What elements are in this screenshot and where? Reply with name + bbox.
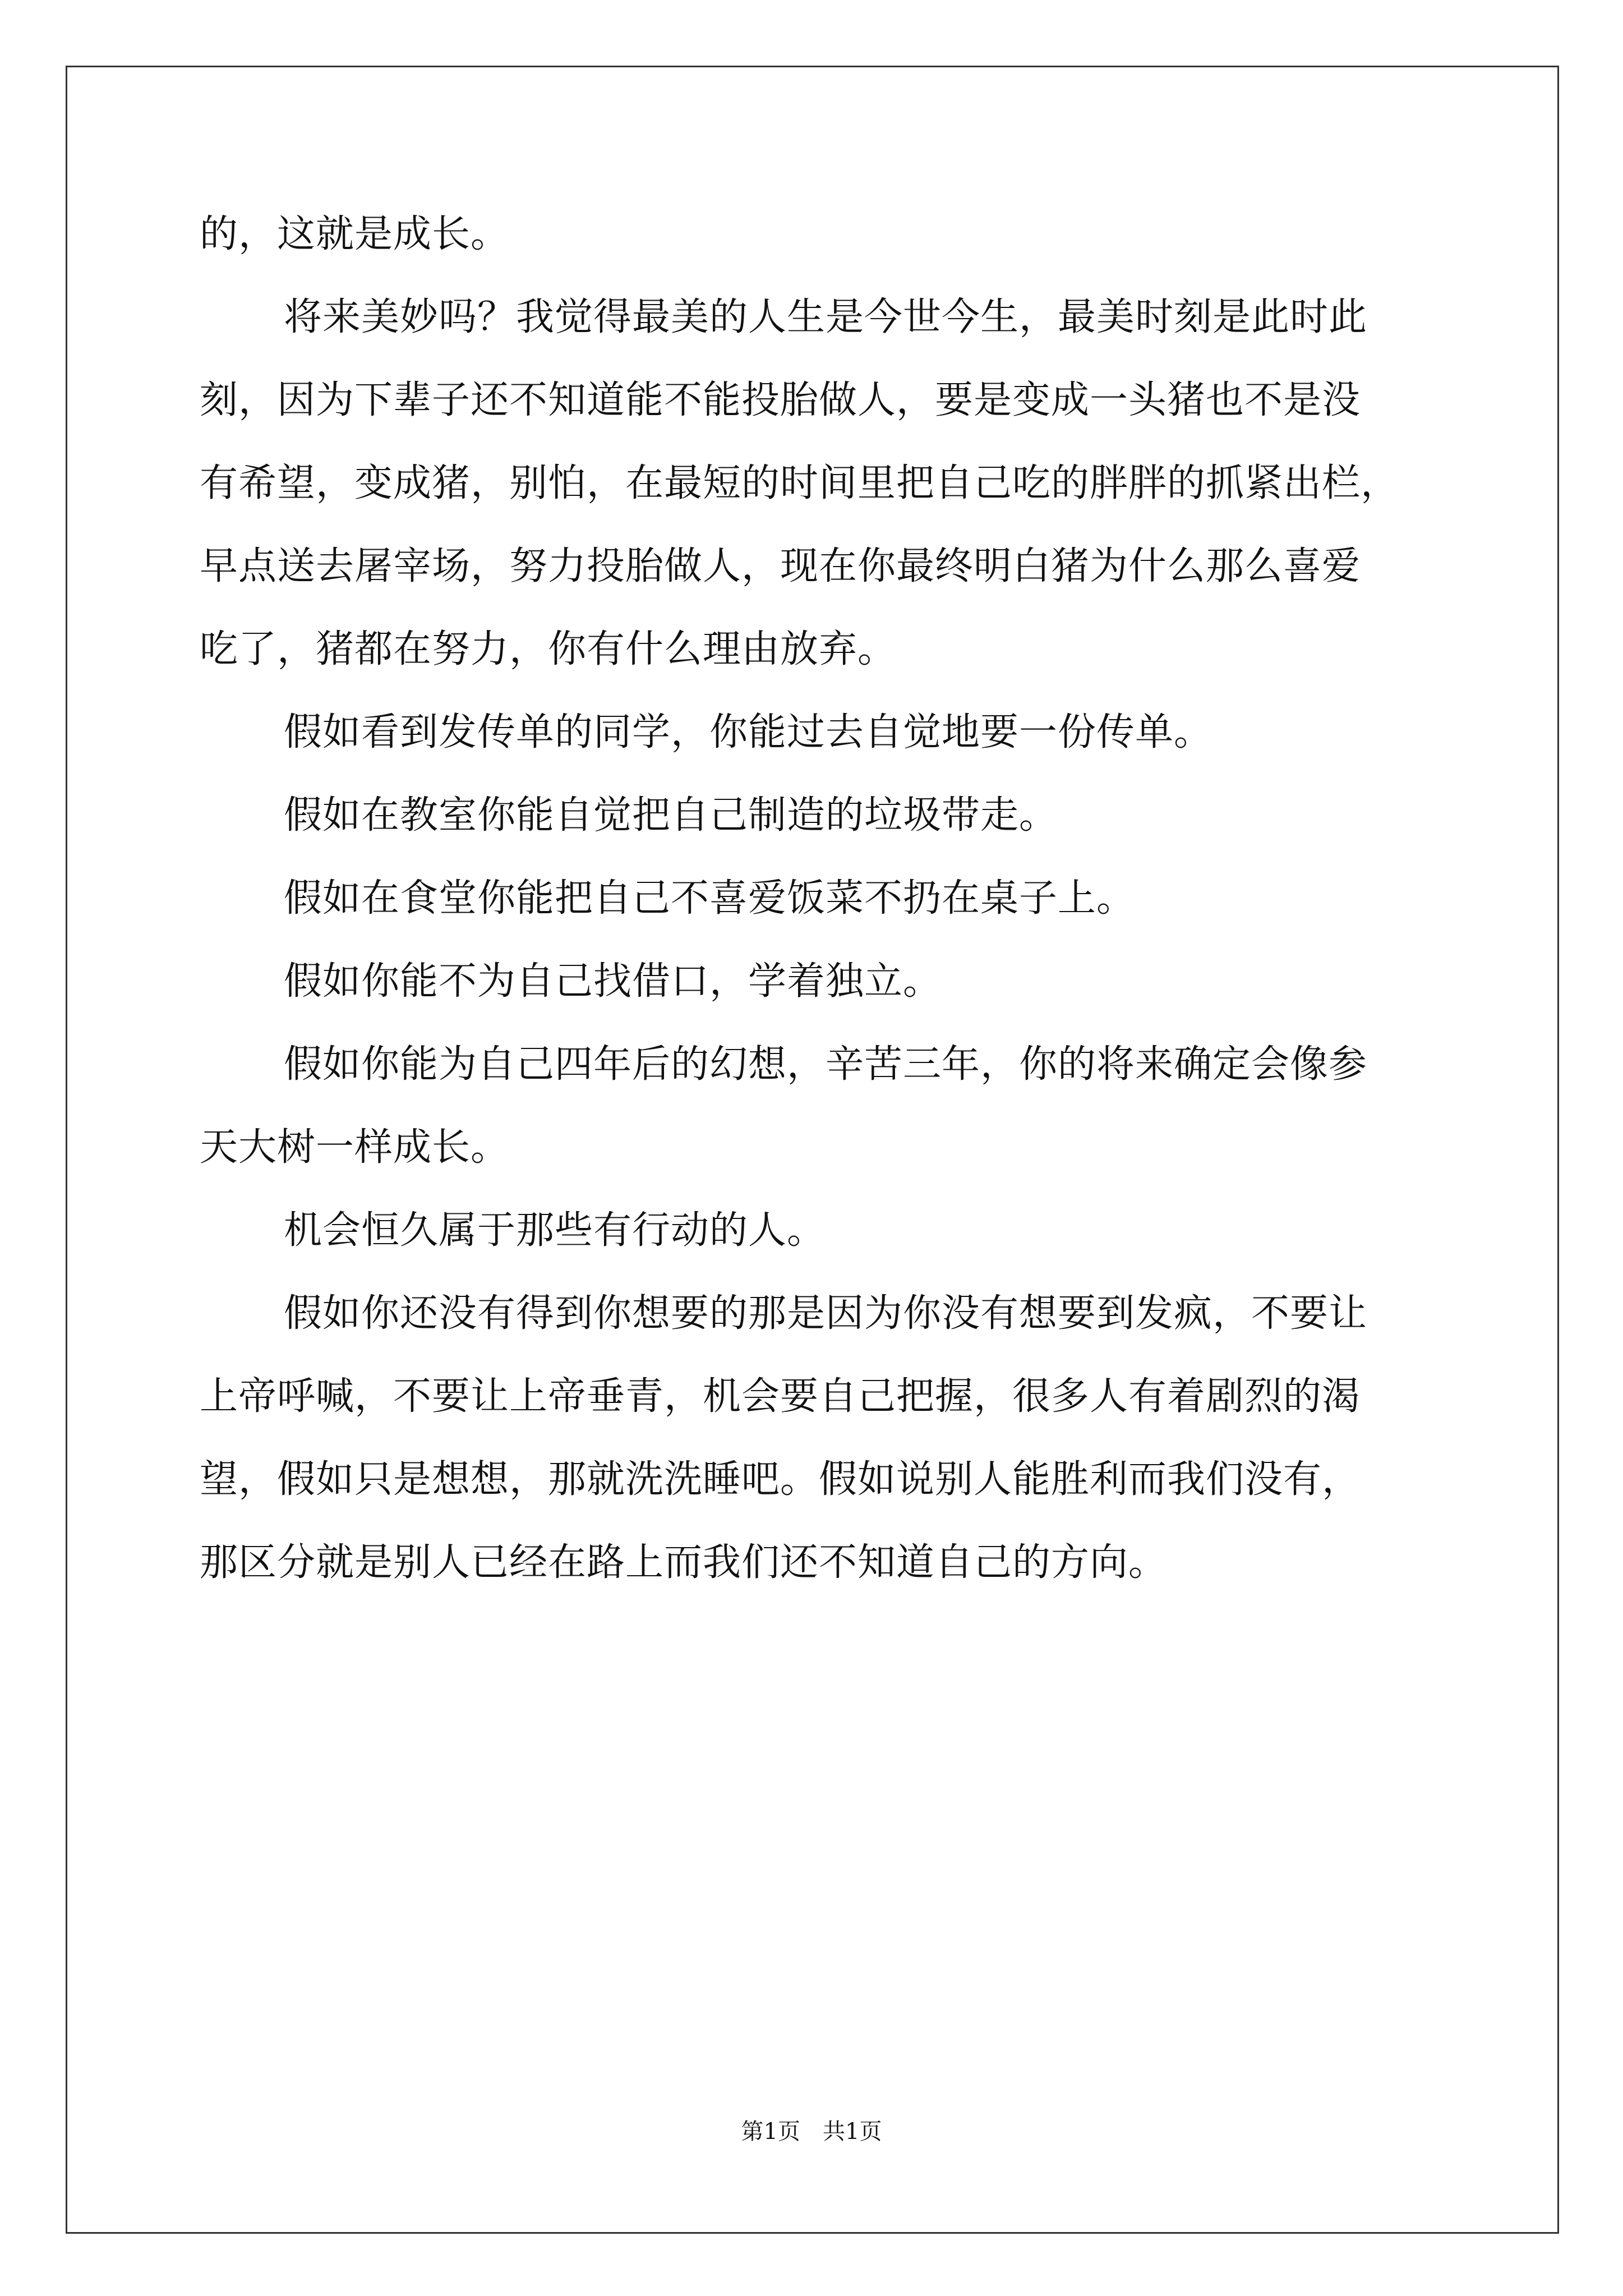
text-line: 早点送去屠宰场，努力投胎做人，现在你最终明白猪为什么那么喜爱 xyxy=(200,544,1361,588)
paragraph-line: 假如你能不为自己找借口，学着独立。 xyxy=(284,959,942,1004)
paragraph-line: 假如在教室你能自觉把自己制造的垃圾带走。 xyxy=(284,793,1058,838)
text-line: 吃了，猪都在努力，你有什么理由放弃。 xyxy=(200,627,897,671)
paragraph-line: 假如你能为自己四年后的幻想，辛苦三年，你的将来确定会像参 xyxy=(284,1042,1368,1087)
text-line: 的，这就是成长。 xyxy=(200,212,510,256)
paragraph-line: 假如在食堂你能把自己不喜爱饭菜不扔在桌子上。 xyxy=(284,876,1136,921)
paragraph-line: 假如看到发传单的同学，你能过去自觉地要一份传单。 xyxy=(284,710,1213,754)
paragraph-line: 机会恒久属于那些有行动的人。 xyxy=(284,1208,826,1253)
page-number: 第1页 xyxy=(741,2119,800,2145)
paragraph-line: 将来美妙吗？我觉得最美的人生是今世今生，最美时刻是此时此 xyxy=(284,295,1368,339)
text-line: 刻，因为下辈子还不知道能不能投胎做人，要是变成一头猪也不是没 xyxy=(200,378,1361,422)
text-line: 天大树一样成长。 xyxy=(200,1125,510,1170)
text-line: 有希望，变成猪，别怕，在最短的时间里把自己吃的胖胖的抓紧出栏， xyxy=(200,461,1400,505)
text-line: 望，假如只是想想，那就洗洗睡吧。假如说别人能胜利而我们没有， xyxy=(200,1457,1361,1502)
text-line: 上帝呼喊，不要让上帝垂青，机会要自己把握，很多人有着剧烈的渴 xyxy=(200,1374,1361,1419)
page-footer xyxy=(0,2118,1623,2146)
text-line: 那区分就是别人已经在路上而我们还不知道自己的方向。 xyxy=(200,1540,1168,1585)
page-total: 共1页 xyxy=(823,2119,882,2145)
paragraph-line: 假如你还没有得到你想要的那是因为你没有想要到发疯，不要让 xyxy=(284,1291,1368,1336)
